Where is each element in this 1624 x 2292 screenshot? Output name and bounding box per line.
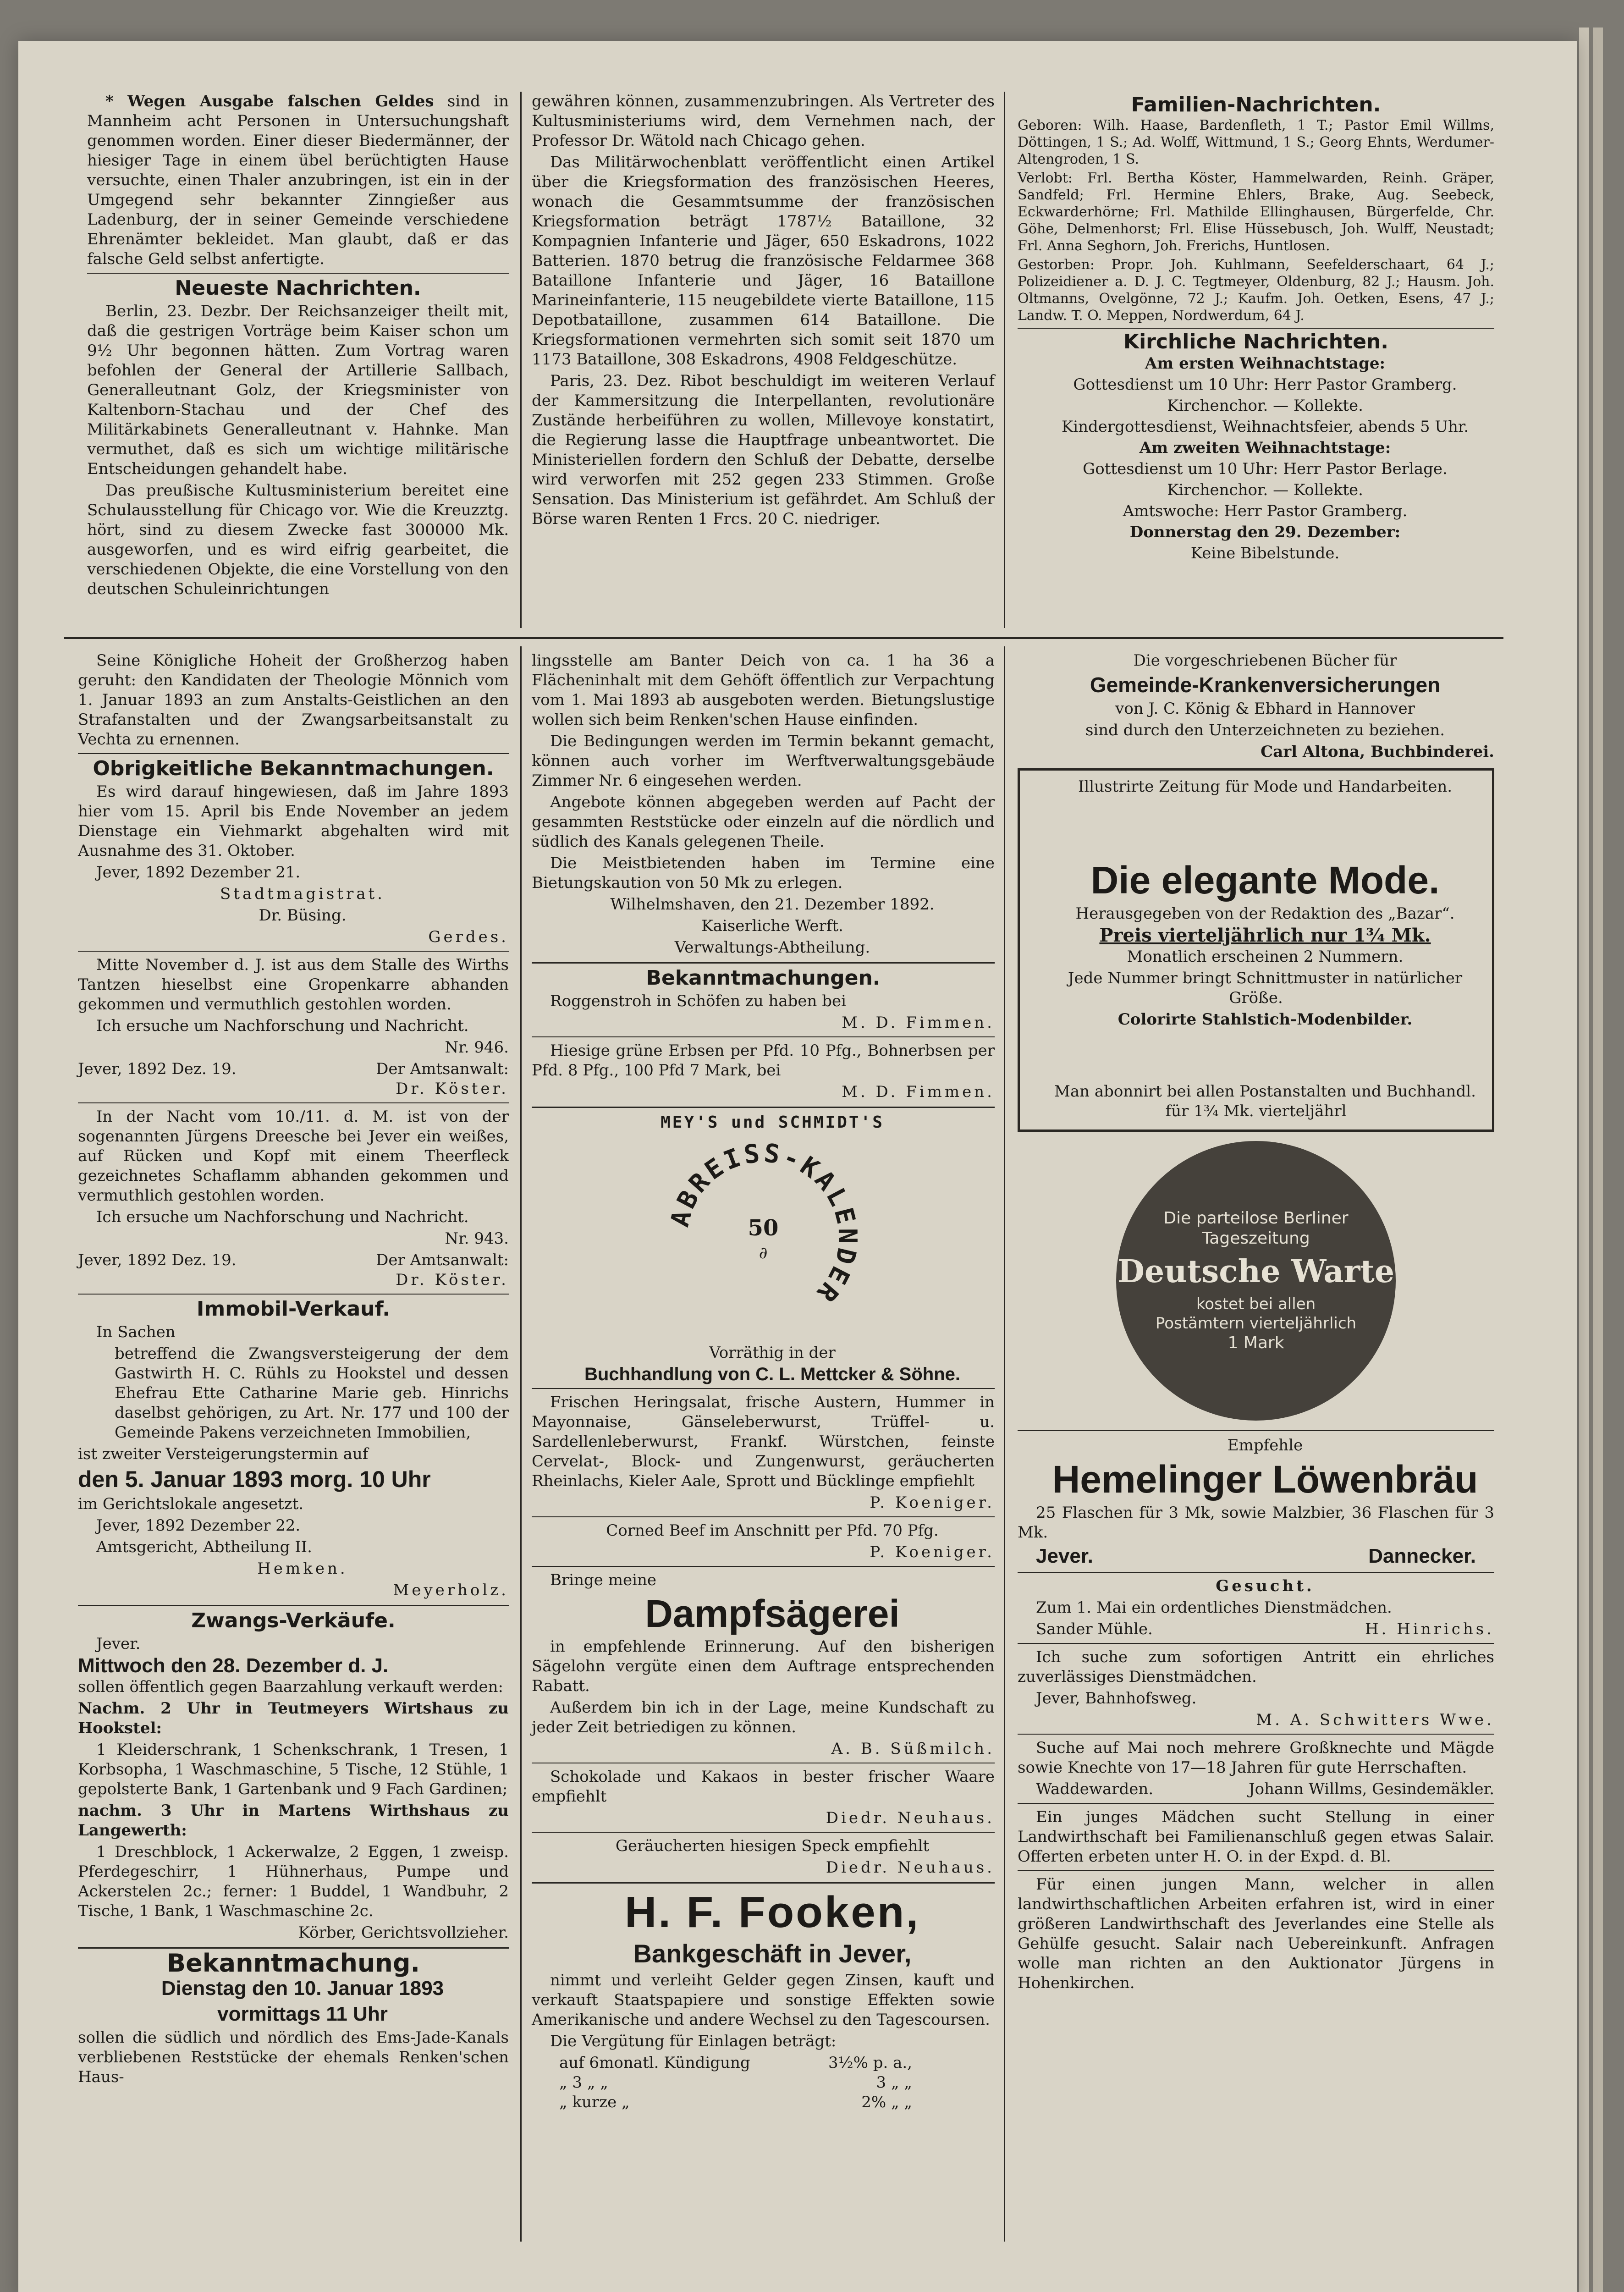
neuhaus-1: Diedr. Neuhaus. (826, 1809, 995, 1827)
weihnacht-1c: Kindergottesdienst, Weihnachtsfeier, abends 5 Uhr. (1061, 418, 1469, 436)
termin: ist zweiter Versteigerungstermin auf (78, 1445, 369, 1463)
newspaper-page (18, 41, 1577, 2292)
wegen-text: sind in Mannheim acht Personen in Untersuchungshaft genommen worden. Einer dieser Biedermänner, der hiesiger Tage in einem übel berüchtigten Hause versuchte, einen Thaler anzubringen, ist ein in der Umgegend sehr bekannter Zinngießer aus Ladenburg, der in seiner Gemeinde verschiedene Ehrenämter bekleidet. Man glaubt, daß er das falsche Geld selbst anfertigte. (87, 92, 509, 268)
reststuecke: sollen die südlich und nördlich des Ems-Jade-Kanals verbliebenen Reststücke der ehemals Renken'schen Haus- (78, 2028, 509, 2086)
obrig-title: Obrigkeitliche Bekanntmachungen. (93, 757, 494, 780)
nacht-text: In der Nacht vom 10./11. d. M. ist von der sogenannten Jürgens Dreesche bei Jever ein weißes, auf Rücken und Kopf mit einem Theerfleck gezeichnetes Schaflamm abhanden gekommen und vermuthlich gestohlen worden. (78, 1107, 509, 1205)
sollen: sollen öffentlich gegen Baarzahlung verkauft werden: (78, 1678, 503, 1696)
divider (1018, 1572, 1494, 1573)
divider (78, 1605, 509, 1606)
meistbietenden: Die Meistbietenden haben im Termine eine Bietungskaution von 50 Mk zu erlegen. (532, 854, 995, 892)
hoheit-text: Seine Königliche Hoheit der Großherzog haben geruht: den Kandidaten der Theologie Mönnich vom 1. Januar 1893 an zum Anstalts-Geistlichen an den Strafanstalten und der Zwangsarbeitsanstalt zu Vechta zu ernennen. (78, 651, 509, 749)
elegante-mode: Die elegante Mode. (1090, 859, 1440, 902)
divider (1018, 1870, 1494, 1871)
koerber: Körber, Gerichtsvollzieher. (298, 1923, 509, 1942)
ring-text: ABREISS-KALENDER (665, 1138, 863, 1310)
bahnhof: Jever, Bahnhofsweg. (1036, 1689, 1197, 1708)
nachm2: Nachm. 2 Uhr in Teutmeyers Wirtshaus zu Hookstel: (78, 1699, 509, 1737)
herausgegeben: Herausgegeben von der Redaktion des „Bazar“. (1075, 904, 1455, 923)
gesucht: Gesucht. (1216, 1577, 1315, 1595)
sander: Sander Mühle. (1036, 1620, 1153, 1638)
bringe: Bringe meine (550, 1571, 656, 1589)
page-stack-edge-2 (1593, 28, 1603, 2292)
heringsalat: Frischen Heringsalat, frische Austern, Hummer in Mayonnaise, Gänseleberwurst, Trüffel- u. Sardellenleberwurst, Frankf. Würstchen, feinste Cervelat-, Block- und Zungenwurst, geräucherten Rheinlachs, Kieler Aale, Sprott und Bücklinge empfiehlt (532, 1393, 995, 1490)
mode-ad-box (1018, 768, 1494, 1132)
koeniger-1: P. Koeniger. (870, 1493, 995, 1512)
weihnacht-3a: Keine Bibelstunde. (1190, 544, 1340, 562)
divider (532, 1107, 995, 1108)
maedchen: Ein junges Mädchen sucht Stellung in einer Landwirthschaft bei Familienanschluß gegen etwas Salair. Offerten erbeten unter H. O. in der Expd. d. Bl. (1018, 1808, 1494, 1866)
items-2: 1 Dreschblock, 1 Ackerwalze, 2 Eggen, 1 zweisp. Pferdegeschirr, 1 Hühnerhaus, Pumpe und Ackerstelen 2c.; ferner: 1 Buddel, 1 Wandbuhr, 2 Tische, 1 Bank, 1 Waschmaschine 2c. (78, 1843, 509, 1920)
geboren-text: Geboren: Wilh. Haase, Bardenfleth, 1 T.; Pastor Emil Willms, Döttingen, 1 S.; Ad. Wolff, Wittmund, 1 S.; Georg Ehnts, Werdumer-Altengroden, 1 S. (1018, 117, 1494, 167)
durch: sind durch den Unterzeichneten zu beziehen. (1085, 721, 1445, 739)
vorgeschrieben: Die vorgeschriebenen Bücher für (1133, 651, 1397, 670)
nr946: Nr. 946. (445, 1038, 509, 1057)
koeniger-2: P. Koeniger. (870, 1543, 995, 1561)
dannecker: Dannecker. (1368, 1545, 1476, 1567)
divider (87, 273, 509, 274)
col1-top (87, 92, 509, 601)
ausserdem: Außerdem bin ich in der Lage, meine Kundschaft zu jeder Zeit betriedigen zu können. (532, 1698, 995, 1736)
deutsche-warte-seal (1116, 1141, 1396, 1421)
vormittags: vormittags 11 Uhr (217, 2003, 388, 2025)
page-stack-edge (1579, 28, 1589, 2292)
bankgeschaeft: Bankgeschäft in Jever, (633, 1939, 912, 1968)
dampf-text: in empfehlende Erinnerung. Auf den bisherigen Sägelohn vergüte einen dem Auftrage entsprechenden Rabatt. (532, 1637, 995, 1695)
gropen-text: Mitte November d. J. ist aus dem Stalle des Wirths Tantzen hieselbst eine Gropenkarre abhanden gekommen und vermuthlich gestohlen worden. (78, 956, 509, 1014)
monatlich: Monatlich erscheinen 2 Nummern. (1127, 948, 1404, 966)
neueste-title: Neueste Nachrichten. (175, 276, 421, 300)
hemken: Hemken. (257, 1559, 348, 1578)
suche-1: Ich suche zum sofortigen Antritt ein ehrliches zuverlässiges Dienstmädchen. (1018, 1648, 1494, 1686)
koester-2: Dr. Köster. (396, 1271, 509, 1289)
col1-bottom (78, 651, 509, 2089)
section-rule (64, 637, 1503, 639)
gerichtslokale: im Gerichtslokale angesetzt. (78, 1495, 304, 1513)
empfehle: Empfehle (1227, 1436, 1303, 1455)
divider (78, 1102, 509, 1103)
bekannt-title: Bekanntmachung. (166, 1949, 420, 1978)
amtsgericht: Amtsgericht, Abtheilung II. (96, 1538, 312, 1556)
column-rule (1004, 92, 1005, 628)
ersuche-1: Ich ersuche um Nachforschung und Nachricht. (96, 1017, 469, 1035)
seal-top: Die parteilose Berliner Tageszeitung (1163, 1209, 1349, 1248)
termin-date: den 5. Januar 1893 morg. 10 Uhr (78, 1466, 431, 1492)
rate-2-value: 3 „ „ (876, 2073, 912, 2092)
dienstag: Dienstag den 10. Januar 1893 (161, 1977, 444, 2000)
col3-top (1018, 92, 1494, 565)
divider (532, 1832, 995, 1833)
werft: Kaiserliche Werft. (701, 917, 843, 935)
weihnacht-1a: Gottesdienst um 10 Uhr: Herr Pastor Gramberg. (1073, 375, 1457, 394)
buchhandlung: Buchhandlung von C. L. Mettcker & Söhne. (584, 1364, 961, 1384)
berlin-text: Berlin, 23. Dezbr. Der Reichsanzeiger theilt mit, daß die gestrigen Vorträge beim Kaiser schon um 9½ Uhr begonnen hätten. Zum Vortrag waren befohlen der General der Artillerie Sallbach, Generalleutnant Golz, der Kriegsminister von Kaltenborn-Stachau und der Chef des Militärkabinets Generalleutnant v. Hahnke. Man vermuthet, daß es sich um wichtige militärische Entscheidungen gehandelt habe. (87, 302, 509, 478)
divider (532, 962, 995, 964)
verguetung: Die Vergütung für Einlagen beträgt: (550, 2032, 837, 2050)
koester-1: Dr. Köster. (396, 1080, 509, 1098)
illustrirte: Illustrirte Zeitung für Mode und Handarbeiten. (1078, 777, 1453, 796)
col2-top (532, 92, 995, 531)
rate-1-label: auf 6monatl. Kündigung (559, 2054, 750, 2072)
jede-nummer: Jede Nummer bringt Schnittmuster in natürlicher Größe. (1068, 969, 1463, 1007)
column-rule (1004, 646, 1005, 2242)
paris-text: Paris, 23. Dez. Ribot beschuldigt im weiteren Verlauf der Kammersitzung die Interpellanten, revolutionäre Zustände herbeiführen zu wollen, Millevoye konstatirt, die Regierung lasse die Hauptfrage unbeantwortet. Die Ministeriellen fordern den Schluß der Debatte, derselbe wird verworfen mit 252 gegen 233 Stimmen. Große Sensation. Das Ministerium ist gefährdet. Am Schluß der Börse waren Renten 1 Frcs. 20 C. niedriger. (532, 372, 995, 528)
seal-mid: Deutsche Warte (1117, 1253, 1395, 1290)
ring-unit: ∂ (759, 1244, 768, 1262)
divider (532, 1388, 995, 1389)
in-sachen: In Sachen (96, 1323, 176, 1341)
seal-price: 1 Mark (1228, 1333, 1284, 1352)
stadtmagistrat: Stadtmagistrat. (220, 885, 385, 903)
date-2: Jever, 1892 Dez. 19. (78, 1251, 237, 1269)
vorraethig: Vorräthig in der (709, 1344, 836, 1362)
bedingungen: Die Bedingungen werden im Termin bekannt gemacht, können auch vorher im Werftverwaltungsgebäude Zimmer Nr. 6 eingesehen werden. (532, 732, 995, 790)
willms: Johann Willms, Gesindemäkler. (1249, 1780, 1494, 1798)
flaschen: 25 Flaschen für 3 Mk, sowie Malzbier, 36 Flaschen für 3 Mk. (1018, 1504, 1494, 1542)
fooken: H. F. Fooken, (624, 1888, 920, 1937)
angebote: Angebote können abgegeben werden auf Pacht der gesammten Reststücke oder einzeln auf die nördlich und südlich des Kanals gelegenen Theile. (532, 793, 995, 851)
items-1: 1 Kleiderschrank, 1 Schenkschrank, 1 Tresen, 1 Korbsopha, 1 Waschmaschine, 5 Tische, 12 Stühle, 1 gepolsterte Bank, 1 Gartenbank und 9 Fach Gardinen; (78, 1741, 509, 1798)
divider (532, 1516, 995, 1517)
weihnacht-1b: Kirchenchor. — Kollekte. (1167, 397, 1363, 415)
meyerholz: Meyerholz. (393, 1581, 509, 1599)
militaer-text: Das Militärwochenblatt veröffentlicht einen Artikel über die Kriegsformation des französischen Heeres, wonach die Gesammtsumme der französischen Kriegsformation beträgt 1787½ Bataillone, 32 Kompagnien Infanterie und Jäger, 650 Eskadrons, 1022 Batterien. 1870 betrug die französische Feldarmee 368 Bataillone Infanterie und Jäger, 16 Bataillone Marineinfanterie, 115 neugebildete vierte Bataillone, 115 Depotbataillone, zusammen 614 Bataillone. Die Kriegsformationen vermehrten sich somit seit 1870 um 1173 Bataillone, 308 Eskadrons, 4908 Feldgeschütze. (532, 153, 995, 369)
divider (532, 1882, 995, 1884)
date-3: Jever, 1892 Dezember 22. (96, 1516, 301, 1535)
hinrichs: H. Hinrichs. (1365, 1620, 1494, 1638)
weihnacht-2: Am zweiten Weihnachtstage: (1139, 439, 1391, 457)
fimmen-2: M. D. Fimmen. (842, 1083, 995, 1101)
divider (532, 1036, 995, 1037)
suche-2: Suche auf Mai noch mehrere Großknechte und Mägde sowie Knechte von 17—18 Jahren für gute Herrschaften. (1018, 1739, 1494, 1777)
amtsanwalt-2: Der Amtsanwalt: (376, 1251, 509, 1269)
buesing: Dr. Büsing. (259, 906, 347, 925)
rate-3-label: „ kurze „ (559, 2093, 630, 2111)
gestorben-text: Gestorben: Propr. Joh. Kuhlmann, Seefelderschaart, 64 J.; Polizeidiener a. D. J. C. Tegtmeyer, Oldenburg, 82 J.; Hausm. Joh. Oltmanns, Ovelgönne, 72 J.; Kaufm. Joh. Oetken, Esens, 47 J.; Landw. T. O. Meppen, Nordwerdum, 64 J. (1018, 257, 1494, 324)
divider (532, 1566, 995, 1567)
ring-svg (662, 1137, 864, 1339)
verwaltung: Verwaltungs-Abtheilung. (674, 938, 870, 957)
corned: Corned Beef im Anschnitt per Pfd. 70 Pfg. (606, 1521, 939, 1540)
abonniert: Man abonnirt bei allen Postanstalten und Buchhandl. für 1¾ Mk. vierteljährl (1054, 1082, 1476, 1120)
vieh-text: Es wird darauf hingewiesen, daß im Jahre 1893 hier vom 15. April bis Ende November an jedem Dienstage ein Viehmarkt abgehalten wird mit Ausnahme des 31. Oktober. (78, 782, 509, 860)
weihnacht-3: Donnerstag den 29. Dezember: (1129, 523, 1401, 541)
koenig-ebhard: von J. C. König & Ebhard in Hannover (1115, 700, 1415, 718)
wilh-date: Wilhelmshaven, den 21. Dezember 1892. (610, 895, 935, 914)
col2-bottom-cont: lingsstelle am Banter Deich von ca. 1 ha 36 a Flächeninhalt mit dem Gehöft öffentlich zur Verpachtung vom 1. Mai 1893 ab ausgeboten werden. Bietungslustige wollen sich beim Renken'schen Hause einfinden. (532, 651, 995, 729)
col2-cont: gewähren können, zusammenzubringen. Als Vertreter des Kultusministeriums wird, dem Vernehmen nach, der Professor Dr. Wätold nach Chicago gehen. (532, 92, 995, 150)
fimmen-1: M. D. Fimmen. (842, 1014, 995, 1032)
speck: Geräucherten hiesigen Speck empfiehlt (615, 1837, 930, 1855)
rate-1-value: 3½% p. a., (828, 2054, 912, 2072)
suessmilch: A. B. Süßmilch. (831, 1740, 995, 1758)
seal-bot: kostet bei allen Postämtern vierteljährlich (1155, 1295, 1357, 1333)
divider (78, 1294, 509, 1295)
date-1: Jever, 1892 Dez. 19. (78, 1060, 237, 1078)
zwang-title: Zwangs-Verkäufe. (191, 1609, 396, 1632)
immobil-text: betreffend die Zwangsversteigerung der dem Gastwirth H. C. Rühls zu Hookstel und dessen Ehefrau Ette Catharine Marie geb. Hinrichs daselbst gehörigen, zu Art. Nr. 177 und 100 der Gemeinde Pakens verzeichneten Immobilien, (115, 1344, 509, 1442)
schokolade: Schokolade und Kakaos in bester frischer Waare empfiehlt (532, 1768, 995, 1806)
dienstmaedchen: Zum 1. Mai ein ordentliches Dienstmädchen. (1036, 1598, 1392, 1617)
wegen-title: * Wegen Ausgabe falschen Geldes (105, 92, 434, 110)
weihnacht-1: Am ersten Weihnachtstage: (1145, 354, 1386, 373)
rate-3-value: 2% „ „ (861, 2093, 912, 2111)
hemelinger: Hemelinger Löwenbräu (1052, 1458, 1478, 1501)
weihnacht-2c: Amtswoche: Herr Pastor Gramberg. (1123, 502, 1408, 520)
jever-city: Jever. (1036, 1545, 1093, 1567)
neuhaus-2: Diedr. Neuhaus. (826, 1858, 995, 1877)
schwitters: M. A. Schwitters Wwe. (1256, 1711, 1494, 1729)
bekanntmachungen-title: Bekanntmachungen. (646, 966, 881, 990)
divider (1018, 328, 1494, 329)
roggen: Roggenstroh in Schöfen zu haben bei (550, 992, 846, 1010)
nachm3: nachm. 3 Uhr in Martens Wirthshaus zu Langewerth: (78, 1802, 509, 1840)
ersuche-2: Ich ersuche um Nachforschung und Nachricht. (96, 1208, 469, 1226)
jever-label: Jever. (96, 1635, 141, 1653)
divider (1018, 1734, 1494, 1735)
kultus-text: Das preußische Kultusministerium bereitet eine Schulausstellung für Chicago vor. Wie die Kreuzztg. hört, sind zu diesem Zwecke fast 300000 Mk. ausgeworfen, und es wird eifrig gearbeitet, die verschiedenen Objekte, die eine Vorstellung von den deutschen Schuleinrichtungen (87, 481, 509, 598)
nr943: Nr. 943. (445, 1229, 509, 1248)
dampfsaegerei: Dampfsägerei (645, 1592, 900, 1635)
preis: Preis vierteljährlich nur 1¾ Mk. (1099, 925, 1431, 946)
divider (78, 951, 509, 952)
altona: Carl Altona, Buchbinderei. (1261, 743, 1494, 761)
divider (1018, 1430, 1494, 1431)
mittwoch: Mittwoch den 28. Dezember d. J. (78, 1654, 389, 1677)
column-rule (520, 646, 522, 2242)
erbsen: Hiesige grüne Erbsen per Pfd. 10 Pfg., Bohnerbsen per Pfd. 8 Pfg., 100 Pfd 7 Mark, bei (532, 1041, 995, 1080)
kirche-title: Kirchliche Nachrichten. (1123, 330, 1389, 353)
ring-num: 50 (748, 1215, 779, 1241)
amtsanwalt-1: Der Amtsanwalt: (376, 1060, 509, 1078)
gemeinde: Gemeinde-Krankenversicherungen (1090, 673, 1441, 697)
verlobt-text: Verlobt: Frl. Bertha Köster, Hammelwarden, Reinh. Gräper, Sandfeld; Frl. Hermine Ehlers, Brake, Aug. Seebeck, Eckwarderhörne; Frl. Mathilde Ellinghausen, Bürgerfelde, Chr. Göhe, Delmenhorst; Frl. Elise Hüssebusch, Joh. Wulff, Neustadt; Frl. Anna Seghorn, Joh. Frerichs, Huntlosen. (1018, 170, 1494, 254)
abreiss-kalender-ring (662, 1137, 864, 1339)
divider (1018, 1803, 1494, 1804)
immobil-title: Immobil-Verkauf. (197, 1297, 390, 1321)
waddewarden: Waddewarden. (1036, 1780, 1154, 1798)
familien-title: Familien-Nachrichten. (1131, 93, 1381, 116)
divider (78, 753, 509, 754)
vieh-date: Jever, 1892 Dezember 21. (96, 863, 301, 882)
column-rule (520, 92, 522, 628)
weihnacht-2b: Kirchenchor. — Kollekte. (1167, 481, 1363, 499)
divider (1018, 1643, 1494, 1644)
mann: Für einen jungen Mann, welcher in allen landwirthschaftlichen Arbeiten erfahren ist, wird in einer größeren Landwirthschaft des Jeverlandes eine Stelle als Gehülfe gesucht. Salair nach Uebereinkunft. Anfragen wolle man richten an den Auktionator Jürgens in Hohenkirchen. (1018, 1875, 1494, 1992)
col3-bottom (1018, 651, 1494, 1995)
gerdes: Gerdes. (428, 928, 509, 946)
weihnacht-2a: Gottesdienst um 10 Uhr: Herr Pastor Berlage. (1083, 460, 1448, 478)
colorirte: Colorirte Stahlstich-Modenbilder. (1118, 1010, 1413, 1029)
col2-bottom (532, 651, 995, 2112)
rate-2-label: „ 3 „ „ (559, 2073, 608, 2092)
bank-text: nimmt und verleiht Gelder gegen Zinsen, kauft und verkauft Staatspapiere und sonstige Effekten sowie Amerikanische und andere Wechsel zu den Tagescoursen. (532, 1971, 995, 2029)
meys-schmidts: MEY'S und SCHMIDT'S (661, 1113, 884, 1132)
